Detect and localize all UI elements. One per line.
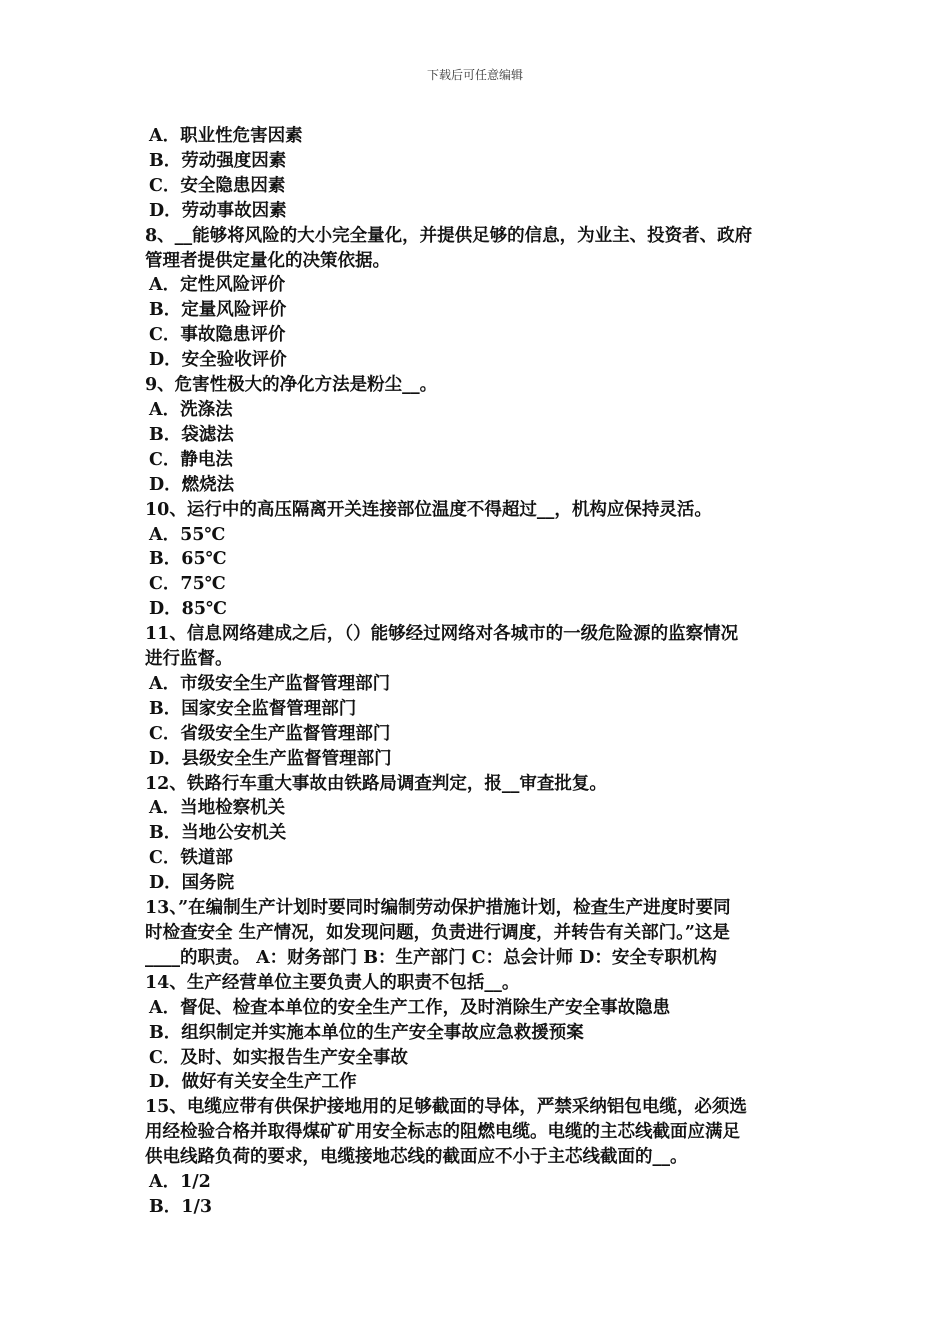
answer-option: C．安全隐患因素 — [149, 175, 286, 196]
question-text: 进行监督。 — [145, 649, 233, 670]
question-text: 9、危害性极大的净化方法是粉尘__。 — [145, 375, 438, 396]
question-text: 时检查安全 生产情况，如发现问题，负责进行调度，并转告有关部门。”这是 — [145, 923, 730, 943]
answer-option: D．做好有关安全生产工作 — [149, 1072, 357, 1093]
answer-option: B．袋滤法 — [149, 424, 234, 445]
answer-option: C．及时、如实报告生产安全事故 — [149, 1047, 408, 1068]
page-header: 下载后可任意编辑 — [426, 68, 523, 82]
answer-option: A．当地检察机关 — [149, 798, 286, 819]
answer-option: A．55℃ — [149, 524, 226, 545]
answer-option: D．劳动事故因素 — [149, 200, 287, 221]
answer-option: D．安全验收评价 — [149, 350, 287, 371]
answer-option: C．静电法 — [149, 449, 233, 470]
question-text: ____的职责。 A：财务部门 B：生产部门 C：总会计师 D：安全专职机构 — [145, 947, 717, 968]
answer-option: D．县级安全生产监督管理部门 — [149, 748, 392, 769]
question-text: 14、生产经营单位主要负责人的职责不包括__。 — [145, 972, 520, 993]
question-text: 用经检验合格并取得煤矿矿用安全标志的阻燃电缆。电缆的主芯线截面应满足 — [145, 1122, 740, 1143]
answer-option: A．定性风险评价 — [149, 275, 286, 296]
document-body — [145, 124, 810, 1220]
answer-option: A．洗涤法 — [149, 399, 233, 420]
answer-option: C．铁道部 — [149, 848, 233, 869]
answer-option: D．国务院 — [149, 873, 235, 894]
question-text: 13、”在编制生产计划时要同时编制劳动保护措施计划，检查生产进度时要同 — [145, 898, 731, 919]
answer-option: B．国家安全监督管理部门 — [149, 698, 357, 719]
answer-option: A．职业性危害因素 — [149, 126, 303, 146]
question-text: 供电线路负荷的要求，电缆接地芯线的截面应不小于主芯线截面的__。 — [145, 1147, 688, 1168]
question-text: 12、铁路行车重大事故由铁路局调查判定，报__审查批复。 — [145, 773, 607, 794]
question-text: 10、运行中的高压隔离开关连接部位温度不得超过__，机构应保持灵活。 — [145, 499, 712, 520]
answer-option: D．燃烧法 — [149, 474, 235, 495]
answer-option: A．市级安全生产监督管理部门 — [149, 673, 391, 694]
answer-option: B．劳动强度因素 — [149, 150, 287, 171]
question-text: 15、电缆应带有供保护接地用的足够截面的导体，严禁采纳铝包电缆，必须选 — [145, 1097, 747, 1118]
question-text: 11、信息网络建成之后，（）能够经过网络对各城市的一级危险源的监察情况 — [145, 624, 739, 645]
answer-option: D．85℃ — [149, 599, 227, 620]
answer-option: A．1/2 — [149, 1172, 211, 1193]
question-text: 管理者提供定量化的决策依据。 — [145, 250, 390, 271]
answer-option: B．65℃ — [149, 549, 227, 570]
question-text: 8、__能够将风险的大小完全量化，并提供足够的信息，为业主、投资者、政府 — [145, 225, 753, 246]
answer-option: B．定量风险评价 — [149, 300, 287, 321]
answer-option: C．75℃ — [149, 574, 226, 595]
answer-option: C．事故隐患评价 — [149, 325, 286, 346]
answer-option: B．组织制定并实施本单位的生产安全事故应急救援预案 — [149, 1022, 584, 1043]
answer-option: C．省级安全生产监督管理部门 — [149, 723, 391, 744]
answer-option: B．1/3 — [149, 1196, 213, 1217]
answer-option: A．督促、检查本单位的安全生产工作，及时消除生产安全事故隐患 — [149, 997, 671, 1018]
answer-option: B．当地公安机关 — [149, 823, 287, 844]
